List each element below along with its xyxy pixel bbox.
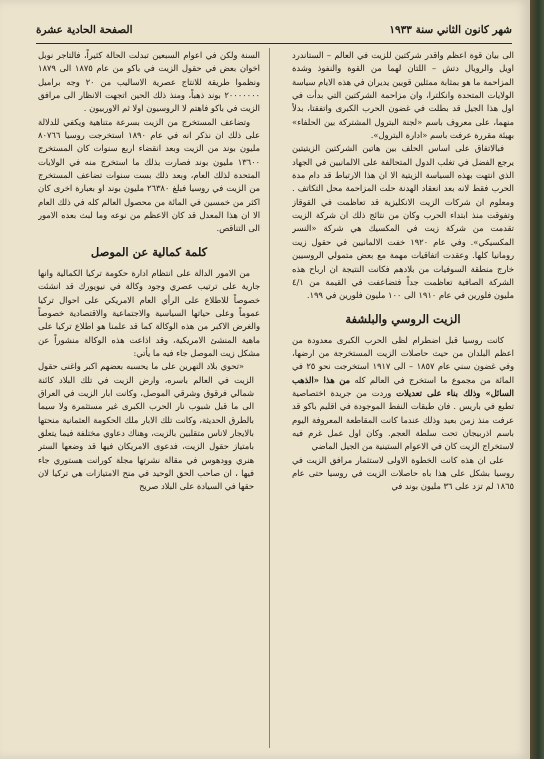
column-divider	[269, 48, 270, 748]
page-header	[36, 22, 512, 42]
left-paragraph-1: السنة ولكن في اعوام السبعين تبدلت الحالة كثيراً، فالتاجر نوبل اخوان بعض في حقول الزيت في باكو من عام ١٨٧٥ الى ١٨٧٩ ونظموا طريقة للانتاج عصرية الاساليب من ٢٠ وجه براميل ٢٠٠٠٠٠٠٠ بوند ذهباً، ومنذ ذلك الحين اتجهت الانظار الى مرافق الزيت في باكو فاهتم لا الروسيون اولا ثم الاوربيون .	[38, 50, 260, 114]
right-paragraph-3-bold: من هذا «الذهب السائل» وذلك بناء على تعديلات	[292, 374, 514, 398]
right-paragraph-2: فبالاتفاق على اساس الحلف بين هاتين الشركتين الزيتيتين يرجع الفضل في تغلب الدول المتحالفة على الالمانيين في الجهاد الذي انتهت بهذه السياسة الزيتية الا ان هذا الارتباط قد دام مدة الحرب فقط لانه بعد انعقاد الهدنة حلت المزاحمة محل التكاتف . ومعلوم ان شركات الزيت الانكليزية قد تعاظمت في القوقاز وتفوقت منذ ابتداء الحرب وكان من نتائج ذلك ان شركة الزيت تقدمت من شركة زيت في المكسيك هي شركة «النسر المكسيكي». وفي عام ١٩٢٠ خفت الالمانيين في حقول زيت رومانيا كلها. وعقدت اتفاقيات مهمة مع بعض متمولي الروسيين خارج منطقة السوفيات من بلادهم فكانت النتيجة ان ارباح هذه الشركة الصافية تعاظمت جداً فتضاعفت في القيمة من ٤/١ مليون فلورين في عام ١٩١٠ الى ١٠٠ مليون فلورين في ١٩٩.	[292, 143, 514, 301]
header-date: شهر كانون الثاني سنة ١٩٣٣	[389, 24, 512, 36]
right-paragraph-1: الى بيان قوة اعظم واقدر شركتين للزيت في العالم – الستاندرد اويل والرويال دتش – اللتان لهما من القوة والنفوذ وشدة المزاحمة ما هو بمثابة ممثلين قويين يديران في هذه الايام سياسة الولايات المتحدة وانكلترا، وان مزاحمة الشركتين التي بدأت في اول هذا الجيل قد بطلت في غضون الحرب الكبرى واتفقتا، بدلاً منهما، على معروف باسم «لجنة البترول المشتركة بين الحلفاء» بهيئة مقررة عرفت باسم «ادارة البترول».	[292, 50, 514, 141]
left-quote: «تحوي بلاد النهرين على ما يحسبه بعضهم اكبر واغنى حقول الزيت في العالم باسره، وارض الزيت في تلك البلاد كائنة شمالي فرقوق وشرقي الموصل، وكانت ابار الزيت في العراق الى ما قبل شبوب نار الحرب الكبرى غير مستثمرة ولا سيما بالطرق الحديثة، وكانت تلك الابار ملك الحكومة العثمانية منحتها بالايجار لاناس متقلبين بالزيت، وهناك دعاوي مختلفة فيما يتعلق بامتياز حقول الزيت، فدعوى الامريكان فيها قد وضعها الستر هنري وودهوس في مقالة نشرتها مجلة كورانت هستوري جاء فيها ، ان صاحب الحق الوحيد في منح الامتيازات هي تركيا لان حقها في السيادة على البلاد صريح	[38, 361, 254, 492]
left-column	[38, 49, 260, 749]
right-paragraph-3-start: كانت روسيا قبل اضطرام لظى الحرب الكبرى معدودة من اعظم البلدان من حيث حاصلات الزيت المستخرجة من ارضها، وفي غضون سني عام ١٨٥٧ – الى ١٩١٧ استخرجت نحو ٢٥ في المائة من مجموع ما استخرج في العالم كله	[292, 334, 514, 385]
section-heading-mosul: كلمة كمالية عن الموصل	[90, 244, 208, 259]
header-page-label: الصفحة الحادية عشرة	[36, 24, 133, 36]
right-paragraph-3	[292, 334, 514, 454]
book-spine	[530, 0, 544, 759]
right-column	[292, 49, 514, 749]
right-paragraph-3-end: وردت من جريدة اختصاصية تطبع في باريس . فان طبقات النفط الموجودة في اقليم باكو قد عرفت منذ زمن بعيد وذلك عندما كانت المقاطعة المعروفة اليوم باسم اذربيجان تحت سلطة العجم. وكان اول عمل غرم فيه لاستخراج الزيت كان في الاعوام الستينية من الجيل الماضي	[292, 387, 514, 452]
header-rule	[36, 43, 512, 44]
section-heading-russian-oil: الزيت الروسي والبلشفة	[345, 311, 461, 326]
left-paragraph-3: من الامور الدالة على انتظام ادارة حكومة تركيا الكمالية وانها جارية على ترتيب عصري وجود وكالة في نيويورك قد انشئت خصوصاً للاطلاع على الرأي العام الامريكي على احوال تركيا عموماً وعلى حياتها السياسية والاجتماعية والاقتصادية خصوصاً والغرض الاكبر من هذه الوكالة كما قد علمنا هو اطلاع تركيا على ماهية المنشئ الامريكية، وقد اذاعت هذه الوكالة منشوراً عن مشكل زيت الموصل جاء فيه ما يأتي:	[38, 267, 260, 358]
left-paragraph-2: وتضاعف المستخرج من الزيت بسرعة متناهية ويكفي للدلالة على ذلك ان نذكر انه في عام ١٨٩٠ استخرجت روسيا ٨٠٧٦٦ مليون بوند من الزيت وبعد انقضاء اربع سنوات كان المستخرج ١٣٦٠٠ مليون بوند فصارت بذلك ما استخرج منه في الولايات المتحدة لذلك العام، وبعد ذلك بست سنوات تضاعف المستخرج من الزيت في روسيا فبلغ ٢٦٣٨٠ مليون بوند او بعبارة اخرى كان اكثر من خمسين في المائة من محصول العالم كله في ذلك العام الا ان هذا المعدل قد كان الاعظم من نوعه وما لبث بعده الامور الى التناقص.	[38, 116, 260, 234]
right-paragraph-4: على ان هذه كانت الخطوة الاولى لاستثمار مرافق الزيت في روسيا بشكل على هذا باه حاصلات الزيت في روسيا حتى عام ١٨٦٥ لم تزد على ٣٦ مليون بوند في	[292, 454, 514, 492]
